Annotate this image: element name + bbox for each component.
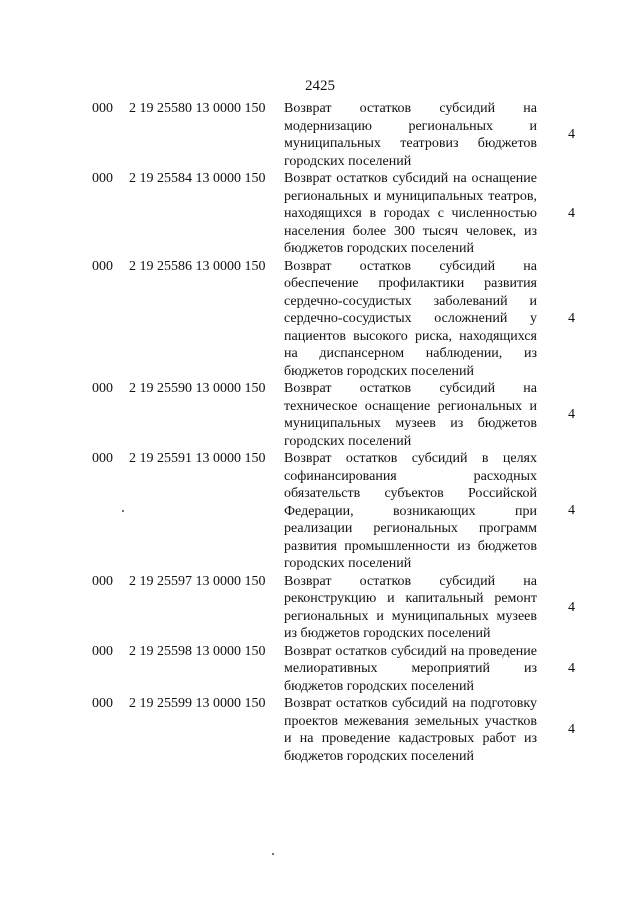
income-description: Возврат остатков субсидий на модернизацию региональных и муниципальных театровиз бюджетов городских поселений: [284, 101, 537, 169]
table-row: [0, 573, 640, 643]
budget-level: 4: [568, 310, 575, 326]
administrator-code: 000: [92, 696, 113, 711]
budget-classification-code: 2 19 25599 13 0000 150: [129, 696, 266, 711]
budget-classification-code: 2 19 25586 13 0000 150: [129, 258, 266, 274]
page-number: 2425: [305, 78, 335, 94]
budget-level: 4: [568, 127, 575, 142]
budget-classification-code: 2 19 25591 13 0000 150: [129, 451, 266, 466]
budget-level: 4: [568, 722, 575, 737]
budget-classification-code: 2 19 25598 13 0000 150: [129, 643, 266, 659]
budget-classification-code: 2 19 25590 13 0000 150: [129, 381, 266, 396]
income-description: Возврат остатков субсидий на реконструкцию и капитальный ремонт региональных и муниципальных музеев из бюджетов городских поселений: [284, 573, 537, 641]
table-row: [0, 695, 640, 765]
table-row: [0, 100, 640, 170]
budget-level: 4: [568, 660, 575, 676]
income-description: Возврат остатков субсидий на обеспечение профилактики развития сердечно-сосудистых заболеваний и сердечно-сосудистых осложнений у пациентов высокого риска, находящихся на диспансерном наблюдении, из бюджетов городских поселений: [284, 258, 537, 379]
budget-code-table: [0, 100, 640, 765]
administrator-code: 000: [92, 573, 113, 589]
table-row: [0, 170, 640, 258]
budget-level: 4: [568, 205, 575, 221]
budget-level: 4: [568, 407, 575, 422]
income-description: Возврат остатков субсидий в целях софинансирования расходных обязательств субъектов Российской Федерации, возникающих при реализации региональных программ развития промышленности из бюджетов городских поселений: [284, 451, 537, 571]
administrator-code: 000: [92, 381, 113, 396]
income-description: Возврат остатков субсидий на техническое оснащение региональных и муниципальных музеев из бюджетов городских поселений: [284, 381, 537, 449]
budget-classification-code: 2 19 25584 13 0000 150: [129, 171, 266, 186]
scan-speck: [272, 853, 274, 855]
administrator-code: 000: [92, 101, 113, 116]
administrator-code: 000: [92, 171, 113, 186]
budget-level: 4: [568, 503, 575, 519]
budget-classification-code: 2 19 25597 13 0000 150: [129, 573, 266, 589]
table-row: [0, 643, 640, 696]
administrator-code: 000: [92, 258, 113, 274]
scan-speck: [122, 510, 124, 512]
budget-classification-code: 2 19 25580 13 0000 150: [129, 101, 266, 116]
income-description: Возврат остатков субсидий на подготовку проектов межевания земельных участков и на проведение кадастровых работ из бюджетов городских поселений: [284, 696, 537, 764]
budget-level: 4: [568, 599, 575, 615]
administrator-code: 000: [92, 643, 113, 659]
table-row: [0, 258, 640, 381]
table-row: [0, 450, 640, 573]
administrator-code: 000: [92, 451, 113, 466]
income-description: Возврат остатков субсидий на проведение мелиоративных мероприятий из бюджетов городских поселений: [284, 643, 537, 694]
income-description: Возврат остатков субсидий на оснащение региональных и муниципальных театров, находящихся в городах с численностью населения более 300 тысяч человек, из бюджетов городских поселений: [284, 171, 537, 256]
table-row: [0, 380, 640, 450]
